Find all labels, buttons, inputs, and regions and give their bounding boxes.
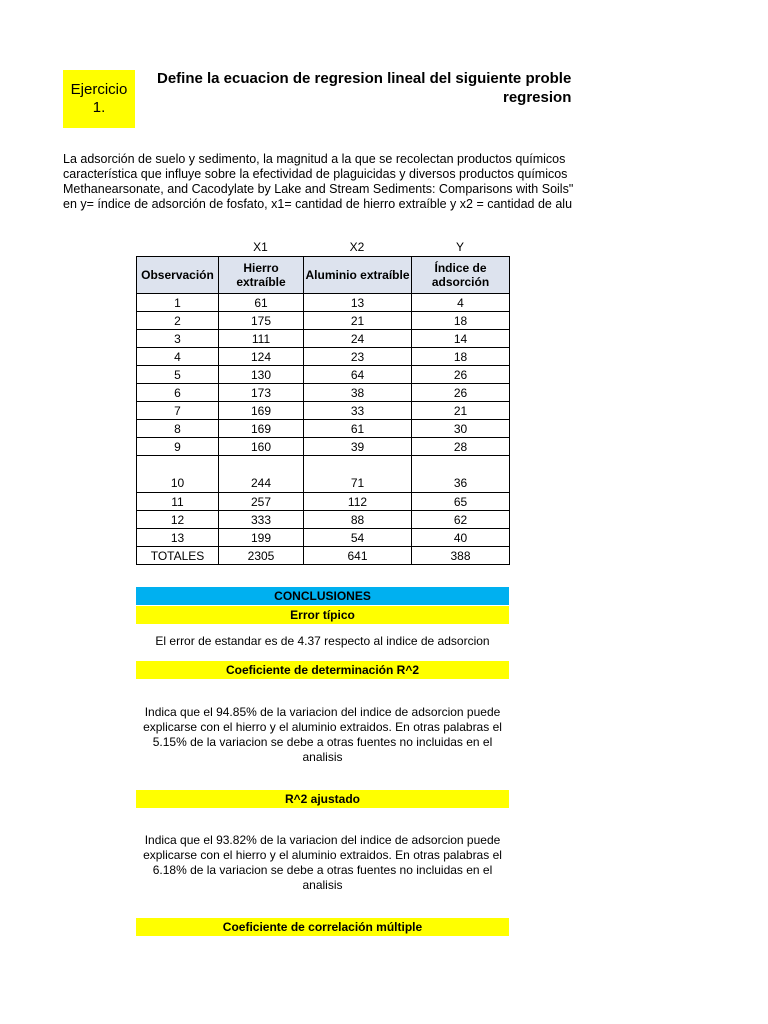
table-cell: 26	[412, 384, 510, 402]
table-cell: 6	[137, 384, 219, 402]
table-row	[137, 456, 510, 493]
table-cell: 173	[219, 384, 304, 402]
table-row	[137, 294, 510, 312]
totals-cell: 641	[304, 547, 412, 565]
table-cell: 8	[137, 420, 219, 438]
table-cell: 23	[304, 348, 412, 366]
table-cell: 160	[219, 438, 304, 456]
table-cell: 111	[219, 330, 304, 348]
page-title-line1: Define la ecuacion de regresion lineal del siguiente proble	[157, 70, 572, 87]
table-row	[137, 384, 510, 402]
table-cell: 12	[137, 511, 219, 529]
conclusions-header: CONCLUSIONES	[136, 587, 509, 605]
table-cell: 18	[412, 348, 510, 366]
table-row	[137, 330, 510, 348]
table-cell: 1	[137, 294, 219, 312]
totals-row	[137, 547, 510, 565]
table-cell: 36	[412, 456, 510, 493]
variable-label-y: Y	[455, 240, 464, 254]
table-cell: 71	[304, 456, 412, 493]
totals-cell: TOTALES	[137, 547, 219, 565]
table-cell: 64	[304, 366, 412, 384]
intro-paragraph	[63, 152, 575, 212]
column-header-hierro	[219, 257, 304, 294]
data-table	[136, 256, 510, 565]
table-cell: 130	[219, 366, 304, 384]
table-cell: 65	[412, 493, 510, 511]
column-header-aluminio: Aluminio extraíble	[304, 257, 412, 294]
table-cell: 39	[304, 438, 412, 456]
table-row	[137, 438, 510, 456]
table-cell: 257	[219, 493, 304, 511]
table-cell: 21	[304, 312, 412, 330]
table-cell: 24	[304, 330, 412, 348]
table-cell: 333	[219, 511, 304, 529]
intro-line: Methanearsonate, and Cacodylate by Lake and Stream Sediments: Comparisons with Soils"	[63, 182, 574, 196]
intro-line: en y= índice de adsorción de fosfato, x1= cantidad de hierro extraíble y x2 = cantidad de alu	[63, 197, 573, 211]
table-cell: 33	[304, 402, 412, 420]
totals-cell: 388	[412, 547, 510, 565]
table-row	[137, 402, 510, 420]
table-cell: 61	[304, 420, 412, 438]
table-cell: 175	[219, 312, 304, 330]
table-row	[137, 493, 510, 511]
table-row	[137, 348, 510, 366]
table-cell: 62	[412, 511, 510, 529]
table-row	[137, 511, 510, 529]
column-header-indice	[412, 257, 510, 294]
table-cell: 124	[219, 348, 304, 366]
exercise-label-line1: Ejercicio	[70, 81, 128, 98]
intro-line: característica que influye sobre la efectividad de plaguicidas y diversos productos químicos	[63, 167, 568, 181]
column-header-hierro-text: Hierro extraíble	[236, 261, 286, 289]
table-cell: 40	[412, 529, 510, 547]
table-cell: 30	[412, 420, 510, 438]
table-cell: 28	[412, 438, 510, 456]
table-cell: 26	[412, 366, 510, 384]
variable-label-x2: X2	[349, 240, 365, 254]
totals-cell: 2305	[219, 547, 304, 565]
r2-adjusted-text: Indica que el 93.82% de la variacion del indice de adsorcion puede explicarse con el hierro y el aluminio extraidos. En otras palabras el 6.18% de la variacion se debe a otras fuentes no incluidas en el analisis	[143, 833, 502, 892]
table-cell: 54	[304, 529, 412, 547]
table-cell: 4	[137, 348, 219, 366]
table-cell: 199	[219, 529, 304, 547]
exercise-label	[63, 70, 135, 128]
table-cell: 244	[219, 456, 304, 493]
table-cell: 14	[412, 330, 510, 348]
page-title-line2: regresion	[503, 89, 572, 106]
table-cell: 61	[219, 294, 304, 312]
table-cell: 18	[412, 312, 510, 330]
table-cell: 4	[412, 294, 510, 312]
error-tipico-title: Error típico	[136, 606, 509, 624]
table-row	[137, 420, 510, 438]
r2-title: Coeficiente de determinación R^2	[136, 661, 509, 679]
intro-line: La adsorción de suelo y sedimento, la magnitud a la que se recolectan productos químicos	[63, 152, 566, 166]
column-header-indice-text: Índice de adsorción	[431, 261, 490, 289]
multiple-correlation-title: Coeficiente de correlación múltiple	[136, 918, 509, 936]
table-cell: 88	[304, 511, 412, 529]
table-cell: 21	[412, 402, 510, 420]
table-cell: 169	[219, 420, 304, 438]
table-cell: 5	[137, 366, 219, 384]
table-row	[137, 366, 510, 384]
r2-text: Indica que el 94.85% de la variacion del indice de adsorcion puede explicarse con el hierro y el aluminio extraidos. En otras palabras el 5.15% de la variacion se debe a otras fuentes no incluidas en el analisis	[143, 705, 502, 764]
table-row	[137, 312, 510, 330]
exercise-label-line2: 1.	[92, 99, 106, 116]
table-cell: 2	[137, 312, 219, 330]
r2-adjusted-title: R^2 ajustado	[136, 790, 509, 808]
table-cell: 13	[304, 294, 412, 312]
variable-label-x1: X1	[253, 240, 268, 254]
table-row	[137, 529, 510, 547]
table-cell: 3	[137, 330, 219, 348]
table-cell: 13	[137, 529, 219, 547]
table-cell: 7	[137, 402, 219, 420]
column-header-observacion: Observación	[137, 257, 219, 294]
table-cell: 9	[137, 438, 219, 456]
error-tipico-text: El error de estandar es de 4.37 respecto al indice de adsorcion	[155, 634, 490, 648]
table-cell: 112	[304, 493, 412, 511]
table-header-row	[137, 257, 510, 294]
table-cell: 10	[137, 456, 219, 493]
table-cell: 38	[304, 384, 412, 402]
table-cell: 11	[137, 493, 219, 511]
table-cell: 169	[219, 402, 304, 420]
